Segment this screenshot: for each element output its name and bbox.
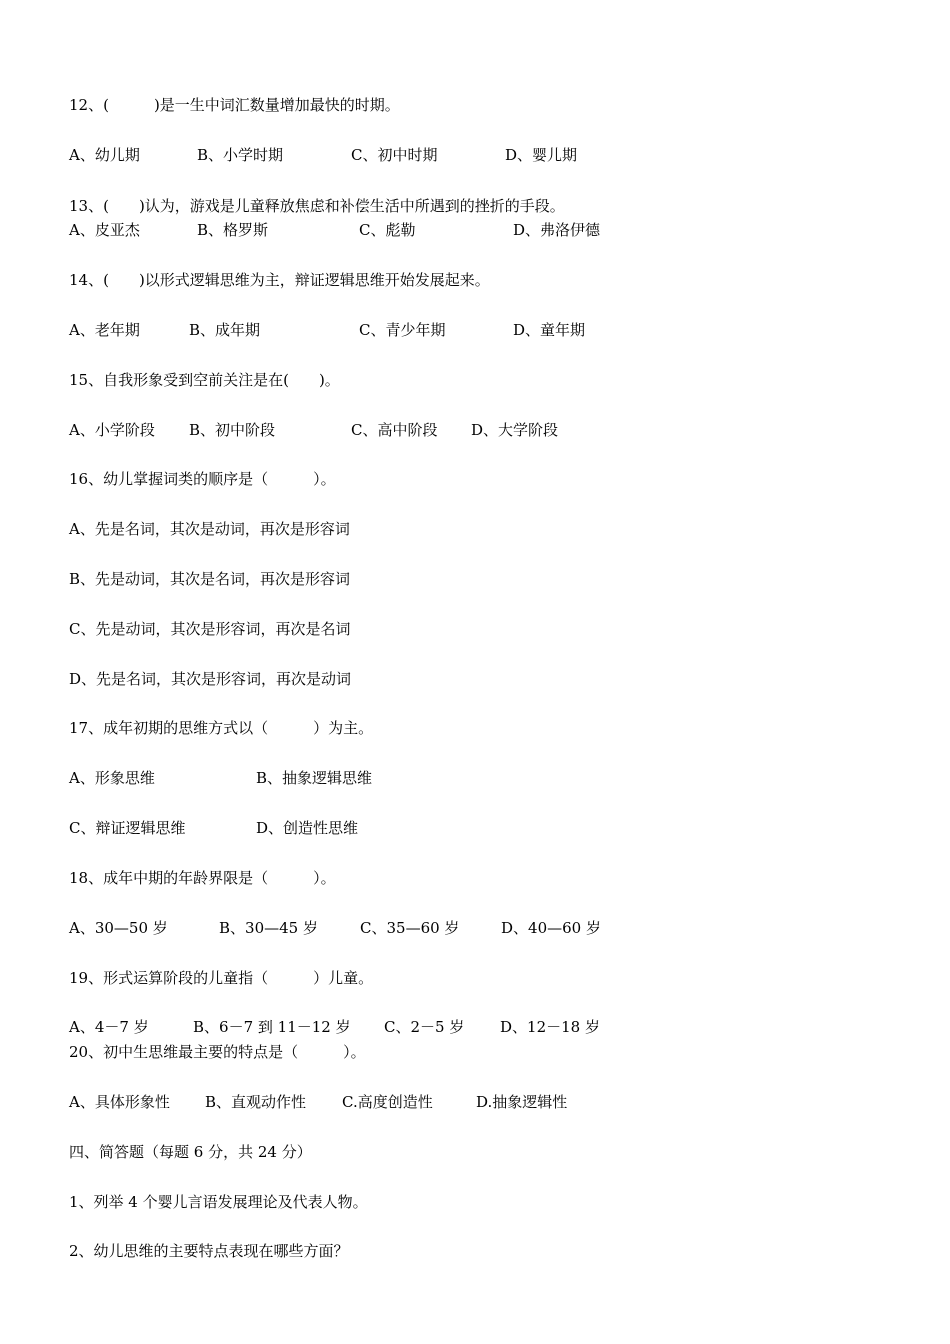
- q20-option-a: A、具体形象性: [69, 1093, 170, 1111]
- q19-option-a: A、4－7 岁: [69, 1018, 149, 1036]
- q17-option-c: C、辩证逻辑思维: [69, 819, 186, 837]
- q17-option-b: B、抽象逻辑思维: [256, 769, 373, 787]
- q18-option-d: D、40—60 岁: [501, 919, 601, 937]
- q17-option-a: A、形象思维: [69, 769, 155, 787]
- q12-option-a: A、幼儿期: [69, 146, 140, 164]
- q14-option-b: B、成年期: [189, 321, 261, 339]
- question-13-stem: 13、( )认为，游戏是儿童释放焦虑和补偿生活中所遇到的挫折的手段。: [69, 197, 565, 215]
- short-answer-item-1: 1、列举 4 个婴儿言语发展理论及代表人物。: [69, 1193, 368, 1211]
- q16-option-c: C、先是动词，其次是形容词，再次是名词: [69, 620, 351, 638]
- q12-option-b: B、小学时期: [197, 146, 284, 164]
- q15-option-d: D、大学阶段: [471, 421, 559, 439]
- q18-option-c: C、35—60 岁: [360, 919, 460, 937]
- q19-option-c: C、2－5 岁: [384, 1018, 465, 1036]
- question-17-stem: 17、成年初期的思维方式以（ ）为主。: [69, 719, 374, 737]
- q14-option-a: A、老年期: [69, 321, 140, 339]
- q15-option-b: B、初中阶段: [189, 421, 276, 439]
- q20-option-d: D.抽象逻辑性: [476, 1093, 568, 1111]
- q12-option-c: C、初中时期: [351, 146, 438, 164]
- q20-option-b: B、直观动作性: [205, 1093, 307, 1111]
- q18-option-b: B、30—45 岁: [219, 919, 318, 937]
- q12-option-d: D、婴儿期: [505, 146, 578, 164]
- question-14-stem: 14、( )以形式逻辑思维为主，辩证逻辑思维开始发展起来。: [69, 271, 490, 289]
- q13-option-c: C、彪勒: [359, 221, 416, 239]
- q15-option-c: C、高中阶段: [351, 421, 438, 439]
- q17-option-d: D、创造性思维: [256, 819, 359, 837]
- q14-option-c: C、青少年期: [359, 321, 446, 339]
- q14-option-d: D、童年期: [513, 321, 586, 339]
- question-15-stem: 15、自我形象受到空前关注是在( )。: [69, 371, 340, 389]
- q19-option-b: B、6－7 到 11－12 岁: [193, 1018, 351, 1036]
- q16-option-b: B、先是动词，其次是名词，再次是形容词: [69, 570, 351, 588]
- question-16-stem: 16、幼儿掌握词类的顺序是（ ）。: [69, 470, 336, 488]
- question-18-stem: 18、成年中期的年龄界限是（ ）。: [69, 869, 336, 887]
- q19-option-d: D、12－18 岁: [500, 1018, 600, 1036]
- section-4-title: 四、简答题（每题 6 分，共 24 分）: [69, 1143, 312, 1161]
- q15-option-a: A、小学阶段: [69, 421, 155, 439]
- q20-option-c: C.高度创造性: [342, 1093, 433, 1111]
- q13-option-a: A、皮亚杰: [69, 221, 140, 239]
- q13-option-d: D、弗洛伊德: [513, 221, 601, 239]
- question-20-stem: 20、初中生思维最主要的特点是（ ）。: [69, 1043, 366, 1061]
- q16-option-a: A、先是名词，其次是动词，再次是形容词: [69, 520, 350, 538]
- q16-option-d: D、先是名词，其次是形容词，再次是动词: [69, 670, 352, 688]
- question-12-stem: 12、( )是一生中词汇数量增加最快的时期。: [69, 96, 400, 114]
- q13-option-b: B、格罗斯: [197, 221, 269, 239]
- question-19-stem: 19、形式运算阶段的儿童指（ ）儿童。: [69, 969, 374, 987]
- short-answer-item-2: 2、幼儿思维的主要特点表现在哪些方面？: [69, 1242, 349, 1260]
- q18-option-a: A、30—50 岁: [69, 919, 168, 937]
